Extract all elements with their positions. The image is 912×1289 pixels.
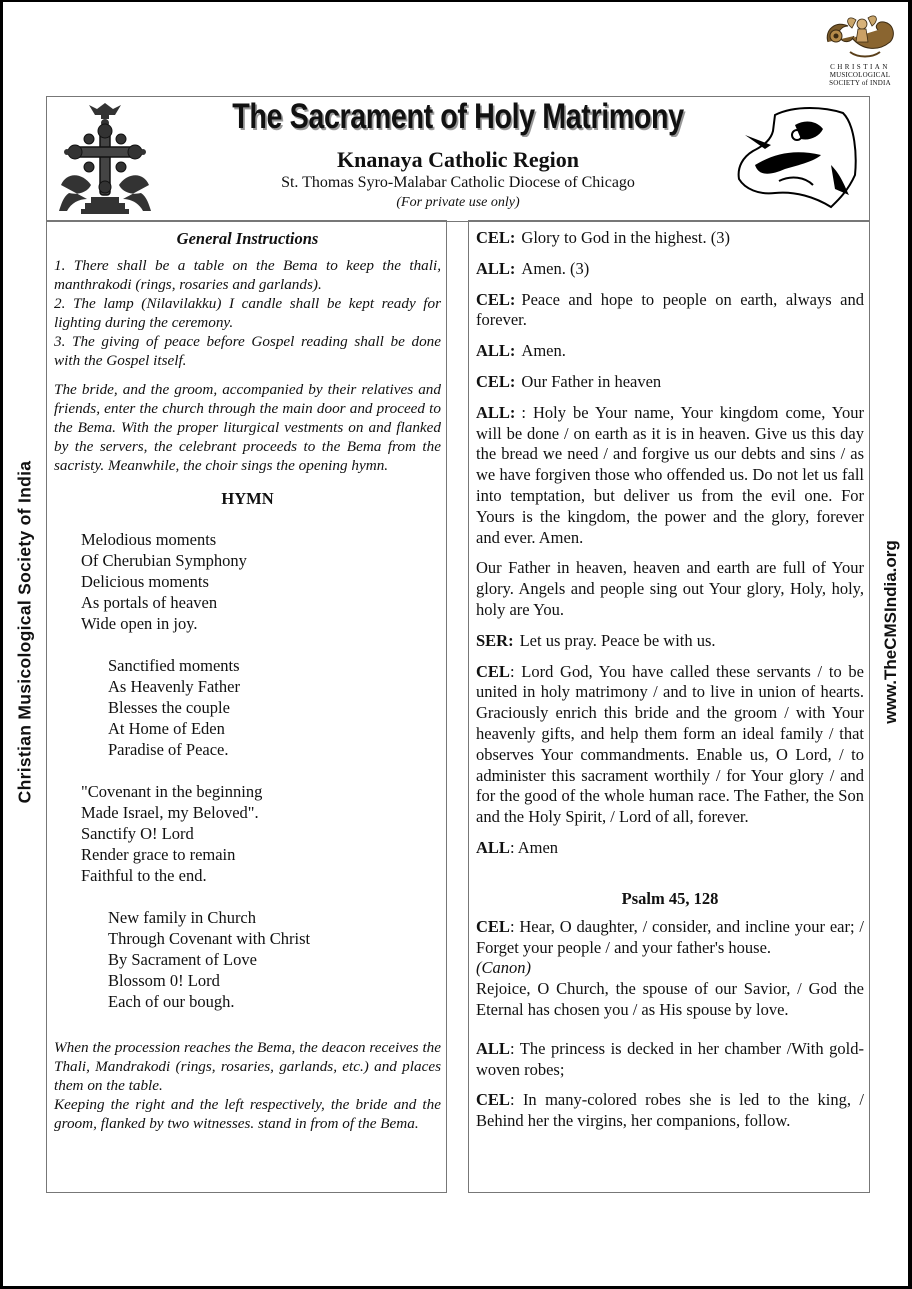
liturgy-line (476, 838, 864, 859)
instruction-item: 2. The lamp (Nilavilakku) I candle shall be kept ready for lighting during the ceremony. (54, 295, 441, 331)
refrain-text: Rejoice, O Church, the spouse of our Savior, / God the Eternal has chosen you / as His spouse by love. (476, 979, 864, 1019)
procession-instructions: The bride, and the groom, accompanied by their relatives and friends, enter the church through the main door and proceed to the Bema. With the proper liturgical vestments on and flanked by the servers, the celebrant proceeds to the Bema from the sacristy. Meanwhile, the choir sings the opening hymn. (54, 381, 441, 474)
hymn-line: Faithful to the end. (81, 866, 207, 885)
hymn-line: Made Israel, my Beloved". (81, 803, 259, 822)
private-use-note: (For private use only) (396, 195, 520, 210)
line-text: Let us pray. Peace be with us. (519, 630, 716, 650)
hymn-verse (81, 781, 441, 886)
line-text: : The princess is decked in her chamber /With gold-woven robes; (476, 1038, 864, 1079)
liturgy-line (476, 558, 864, 620)
liturgy-line (476, 631, 864, 652)
speaker-label: ALL: (476, 402, 516, 422)
line-text: Our Father in heaven (521, 371, 662, 391)
liturgy-line (476, 662, 864, 828)
hymn-verse (108, 907, 441, 1012)
instruction-item: 3. The giving of peace before Gospel reading shall be done with the Gospel itself. (54, 333, 441, 369)
liturgy-line (476, 341, 864, 362)
logo-text-christian: CHRISTIAN (830, 63, 890, 71)
hymn-line: Delicious moments (81, 572, 209, 591)
left-column (46, 220, 447, 1193)
instructions-list (54, 256, 441, 370)
speaker-label: SER: (476, 630, 514, 650)
line-text: Amen. (3) (521, 258, 590, 278)
speaker-label: ALL (476, 837, 510, 857)
website-url-vertical[interactable]: www.TheCMSIndia.org (881, 540, 900, 724)
line-text: : Holy be Your name, Your kingdom come, Your will be done / on earth as it is in heaven. Give us this day the bread we need / and forgive us our debts and sins / as we have forgiven those who offended us. Do not let us fall into temptation, but deliver us from the evil one. For Yours is the kingdom, the power and the glory, forever and ever. Amen. (476, 402, 864, 547)
line-text: : Amen (509, 837, 559, 857)
hymn-line: "Covenant in the beginning (81, 782, 263, 801)
region-subtitle: Knanaya Catholic Region (336, 147, 580, 172)
hymn-line: New family in Church (108, 908, 257, 927)
hymn-verse (81, 529, 441, 634)
line-text: : Lord God, You have called these servants / to be united in holy matrimony / and to live in union of hearts. Graciously enrich this bride and the groom / with Your heavenly gifts, and help them form an ideal family / that observes Your commandments. Enable us, O Lord, / to administer this sacrament worthily / for Your glory / and for the good of the whole human race. The Father, the Son and the Holy Spirit, / Lord of all, forever. (476, 661, 864, 827)
speaker-label: CEL (476, 1090, 510, 1110)
hymn-line: Paradise of Peace. (108, 740, 229, 759)
liturgy-line (476, 290, 864, 332)
line-text: Amen. (521, 341, 566, 361)
speaker-label: ALL: (476, 341, 516, 361)
hymn-heading: HYMN (221, 489, 274, 508)
liturgy-line (476, 228, 864, 249)
psalm-verse (476, 1039, 864, 1081)
liturgy-line (476, 403, 864, 549)
general-instructions-heading: General Instructions (176, 229, 319, 248)
psalm-verse (476, 1090, 864, 1132)
angel-emblem-icon (822, 12, 898, 62)
diocese-name: St. Thomas Syro-Malabar Catholic Diocese of Chicago (281, 174, 635, 191)
speaker-label: CEL (476, 916, 510, 936)
bema-instructions: When the procession reaches the Bema, the deacon receives the Thali, Mandrakodi (rings, rosaries, garlands, etc.) and places them on the table. (54, 1039, 441, 1094)
liturgy-line (476, 259, 864, 280)
hymn-line: Of Cherubian Symphony (81, 551, 247, 570)
speaker-label: ALL: (476, 258, 516, 278)
cms-logo (819, 12, 901, 96)
joined-hands-ring-icon (735, 105, 863, 209)
side-caption-left (5, 402, 45, 862)
speaker-label: CEL (476, 661, 510, 681)
document-title: The Sacrament of Holy Matrimony (232, 97, 684, 136)
canon-label: (Canon) (476, 958, 531, 978)
speaker-label: CEL: (476, 371, 516, 391)
line-text: Our Father in heaven, heaven and earth are full of Your glory. Angels and people sing out Your glory, Holy, holy, holy are You. (476, 558, 864, 619)
society-name-vertical: Christian Musicological Society of India (14, 460, 35, 804)
line-text: Peace and hope to people on earth, always and forever. (476, 289, 864, 330)
hymn-line: Sanctified moments (108, 656, 240, 675)
hymn-line: Through Covenant with Christ (108, 929, 311, 948)
hymn-line: Sanctify O! Lord (81, 824, 194, 843)
line-text: : In many-colored robes she is led to the king, / Behind her the virgins, her companions, follow. (476, 1090, 864, 1131)
logo-text-musicological: MUSICOLOGICAL (829, 71, 891, 79)
liturgy-line (476, 372, 864, 393)
logo-text-society: SOCIETY of INDIA (829, 79, 891, 87)
speaker-label: CEL: (476, 289, 516, 309)
hymn-line: Melodious moments (81, 530, 217, 549)
hymn-line: By Sacrament of Love (108, 950, 257, 969)
right-column (468, 220, 870, 1193)
witnesses-instructions: Keeping the right and the left respectively, the bride and the groom, flanked by two witnesses. stand in from of the Bema. (54, 1096, 441, 1132)
side-caption-right (871, 492, 911, 772)
page (3, 2, 908, 1286)
hymn-line: Each of our bough. (108, 992, 235, 1011)
header (46, 96, 870, 222)
speaker-label: ALL (476, 1038, 510, 1058)
hymn-line: Wide open in joy. (81, 614, 198, 633)
hymn-line: Render grace to remain (81, 845, 236, 864)
line-text: Glory to God in the highest. (3) (521, 228, 730, 247)
hymn-line: Blesses the couple (108, 698, 230, 717)
instruction-item: 1. There shall be a table on the Bema to keep the thali, manthrakodi (rings, rosaries and garlands). (54, 257, 441, 293)
hymn-line: Blossom 0! Lord (108, 971, 220, 990)
hymn-line: At Home of Eden (108, 719, 225, 738)
psalm-heading: Psalm 45, 128 (621, 888, 719, 908)
hymn-line: As portals of heaven (81, 593, 218, 612)
speaker-label: CEL: (476, 228, 516, 247)
line-text: : Hear, O daughter, / consider, and incline your ear; / Forget your people / and your father's house. (476, 916, 864, 957)
hymn-verse (108, 655, 441, 760)
psalm-verse (476, 917, 864, 1021)
hymn-line: As Heavenly Father (108, 677, 240, 696)
